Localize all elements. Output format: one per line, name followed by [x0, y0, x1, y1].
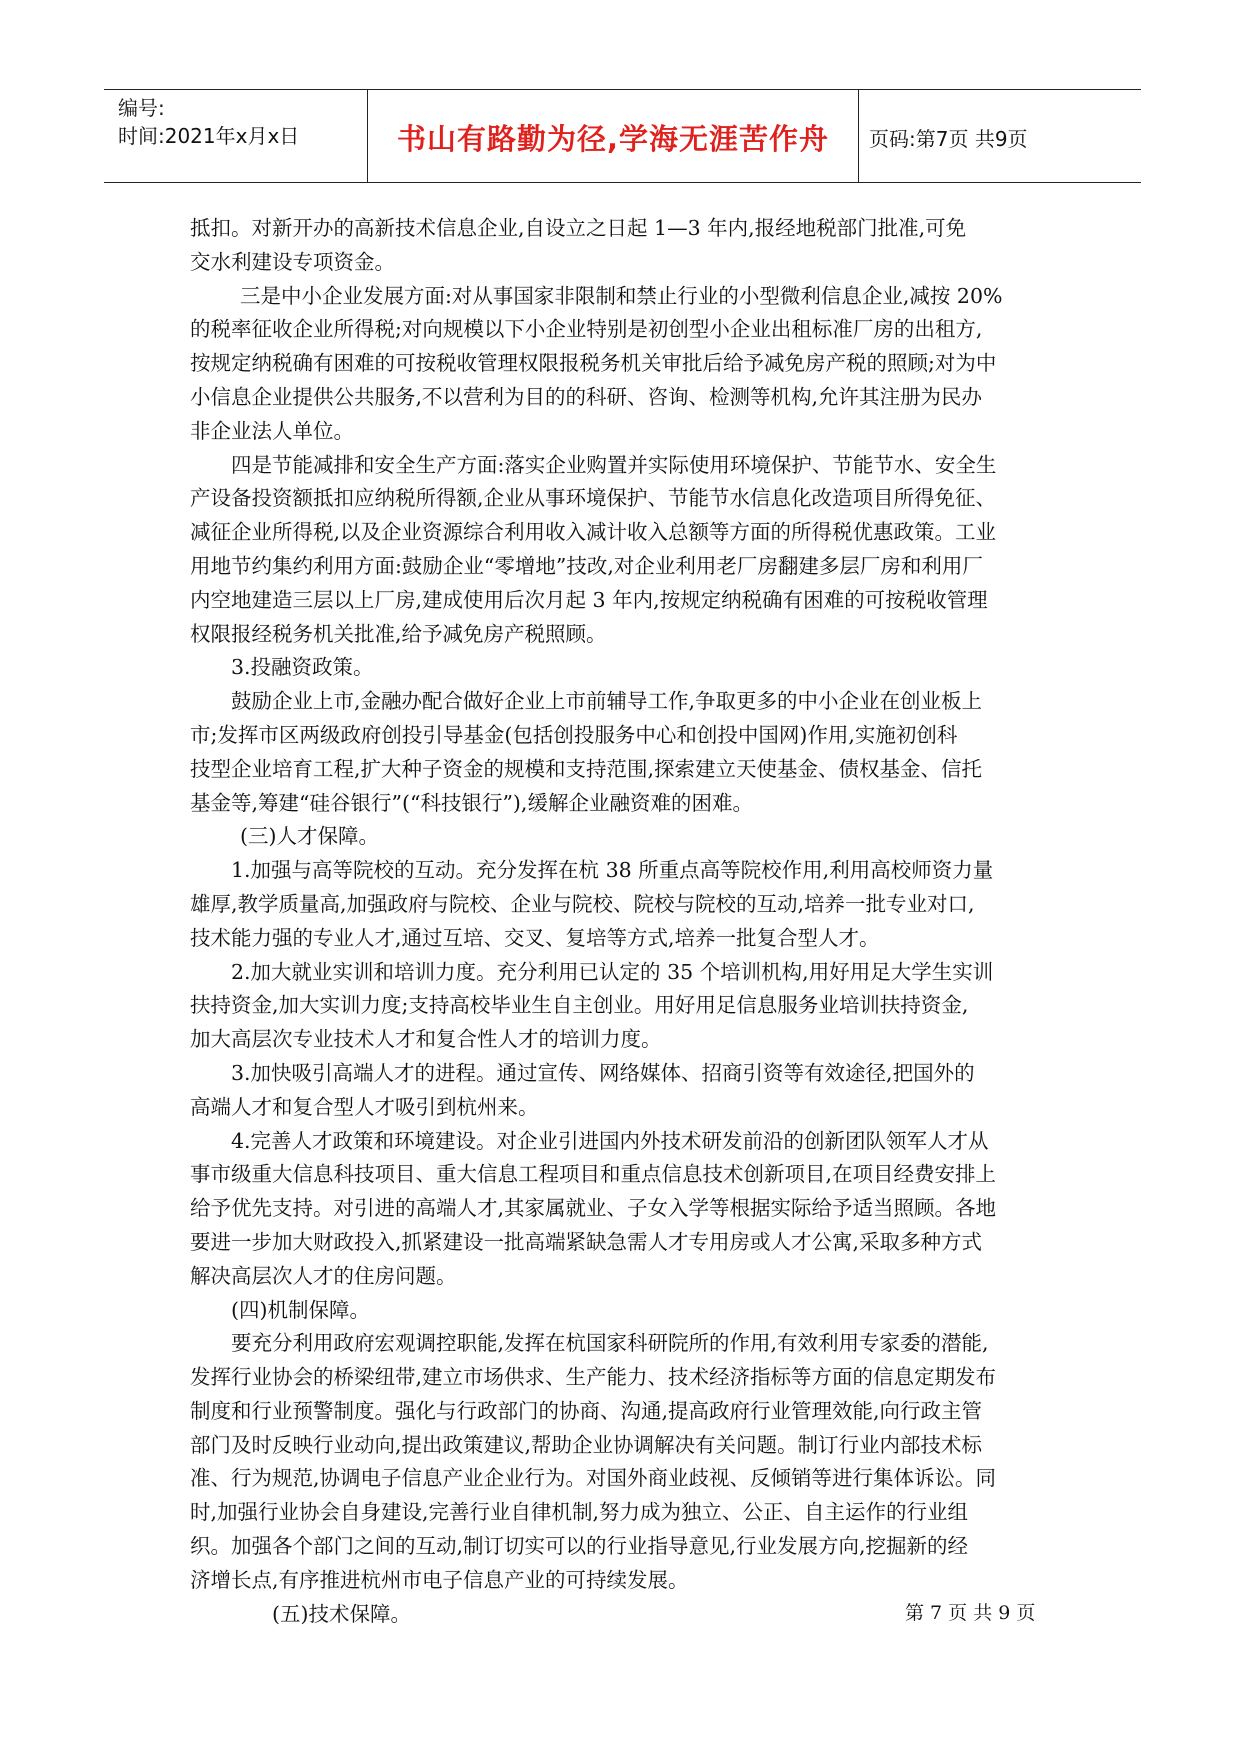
text-line: 交水利建设专项资金。 — [190, 249, 395, 274]
text-line: 济增长点,有序推进杭州市电子信息产业的可持续发展。 — [190, 1567, 689, 1592]
text-line: 给予优先支持。对引进的高端人才,其家属就业、子女入学等根据实际给予适当照顾。各地 — [190, 1196, 997, 1221]
text-line: 4.完善人才政策和环境建设。对企业引进国内外技术研发前沿的创新团队领军人才从 — [231, 1128, 989, 1153]
text-line: 鼓励企业上市,金融办配合做好企业上市前辅导工作,争取更多的中小企业在创业板上 — [231, 689, 983, 714]
section-heading: 3.投融资政策。 — [231, 655, 374, 680]
text-line: 用地节约集约利用方面:鼓励企业“零增地”技改,对企业利用老厂房翻建多层厂房和利用厂 — [190, 553, 983, 578]
text-line: 技型企业培育工程,扩大种子资金的规模和支持范围,探索建立天使基金、债权基金、信托 — [190, 756, 983, 781]
number-label: 编号: — [118, 96, 165, 120]
time-label: 时间:2021年x月x日 — [118, 124, 300, 148]
header-divider — [858, 90, 859, 182]
page-footer: 第 7 页 共 9 页 — [905, 1602, 1036, 1624]
text-line: 抵扣。对新开办的高新技术信息企业,自设立之日起 1—3 年内,报经地税部门批准,可免 — [190, 216, 967, 240]
text-line: 1.加强与高等院校的互动。充分发挥在杭 38 所重点高等院校作用,利用高校师资力量 — [231, 858, 994, 883]
header-page-number: 页码:第7页 共9页 — [869, 126, 1028, 151]
text-line: 部门及时反映行业动向,提出政策建议,帮助企业协调解决有关问题。制订行业内部技术标 — [190, 1432, 983, 1457]
text-line: 三是中小企业发展方面:对从事国家非限制和禁止行业的小型微利信息企业,减按 20% — [240, 283, 1003, 308]
text-line: 技术能力强的专业人才,通过互培、交叉、复培等方式,培养一批复合型人才。 — [190, 925, 880, 950]
text-line: 雄厚,教学质量高,加强政府与院校、企业与院校、院校与院校的互动,培养一批专业对口, — [190, 891, 975, 916]
text-line: 权限报经税务机关批准,给予减免房产税照顾。 — [190, 621, 607, 646]
text-line: 产设备投资额抵扣应纳税所得额,企业从事环境保护、节能节水信息化改造项目所得免征、 — [190, 486, 997, 511]
text-line: 发挥行业协会的桥梁纽带,建立市场供求、生产能力、技术经济指标等方面的信息定期发布 — [190, 1365, 997, 1390]
text-line: 3.加快吸引高端人才的进程。通过宣传、网络媒体、招商引资等有效途径,把国外的 — [231, 1060, 975, 1085]
text-line: 市;发挥市区两级政府创投引导基金(包括创投服务中心和创投中国网)作用,实施初创科 — [190, 722, 958, 747]
header-table — [104, 89, 1141, 183]
section-heading: (四)机制保障。 — [231, 1297, 370, 1322]
text-line: 事市级重大信息科技项目、重大信息工程项目和重点信息技术创新项目,在项目经费安排上 — [190, 1162, 997, 1187]
text-line: 要充分利用政府宏观调控职能,发挥在杭国家科研院所的作用,有效利用专家委的潜能, — [231, 1331, 989, 1356]
text-line: 内空地建造三层以上厂房,建成使用后次月起 3 年内,按规定纳税确有困难的可按税收管理 — [190, 587, 988, 612]
header-meta — [118, 94, 363, 150]
text-line: 时,加强行业协会自身建设,完善行业自律机制,努力成为独立、公正、自主运作的行业组 — [190, 1500, 969, 1525]
text-line: 扶持资金,加大实训力度;支持高校毕业生自主创业。用好用足信息服务业培训扶持资金, — [190, 993, 969, 1018]
text-line: 减征企业所得税,以及企业资源综合利用收入减计收入总额等方面的所得税优惠政策。工业 — [190, 520, 997, 545]
text-line: 小信息企业提供公共服务,不以营利为目的的科研、咨询、检测等机构,允许其注册为民办 — [190, 384, 983, 409]
text-line: 制度和行业预警制度。强化与行政部门的协商、沟通,提高政府行业管理效能,向行政主管 — [190, 1398, 983, 1423]
text-line: 按规定纳税确有困难的可按税收管理权限报税务机关审批后给予减免房产税的照顾;对为中 — [190, 351, 997, 376]
text-line: 四是节能减排和安全生产方面:落实企业购置并实际使用环境保护、节能节水、安全生 — [231, 452, 997, 477]
text-line: 织。加强各个部门之间的互动,制订切实可以的行业指导意见,行业发展方向,挖掘新的经 — [190, 1534, 969, 1559]
text-line: 解决高层次人才的住房问题。 — [190, 1263, 457, 1288]
document-body — [190, 212, 1080, 1631]
text-line: 加大高层次专业技术人才和复合性人才的培训力度。 — [190, 1027, 662, 1052]
text-line: 高端人才和复合型人才吸引到杭州来。 — [190, 1094, 539, 1119]
text-line: 准、行为规范,协调电子信息产业企业行为。对国外商业歧视、反倾销等进行集体诉讼。同 — [190, 1466, 997, 1491]
section-heading: (五)技术保障。 — [272, 1601, 411, 1626]
header-motto: 书山有路勤为径,学海无涯苦作舟 — [396, 121, 830, 156]
text-line: 非企业法人单位。 — [190, 418, 354, 443]
section-heading: (三)人才保障。 — [240, 824, 379, 849]
text-line: 基金等,筹建“硅谷银行”(“科技银行”),缓解企业融资难的困难。 — [190, 790, 753, 815]
text-line: 的税率征收企业所得税;对向规模以下小企业特别是初创型小企业出租标准厂房的出租方, — [190, 317, 983, 342]
text-line: 2.加大就业实训和培训力度。充分利用已认定的 35 个培训机构,用好用足大学生实训 — [231, 959, 994, 984]
text-line: 要进一步加大财政投入,抓紧建设一批高端紧缺急需人才专用房或人才公寓,采取多种方式 — [190, 1229, 983, 1254]
